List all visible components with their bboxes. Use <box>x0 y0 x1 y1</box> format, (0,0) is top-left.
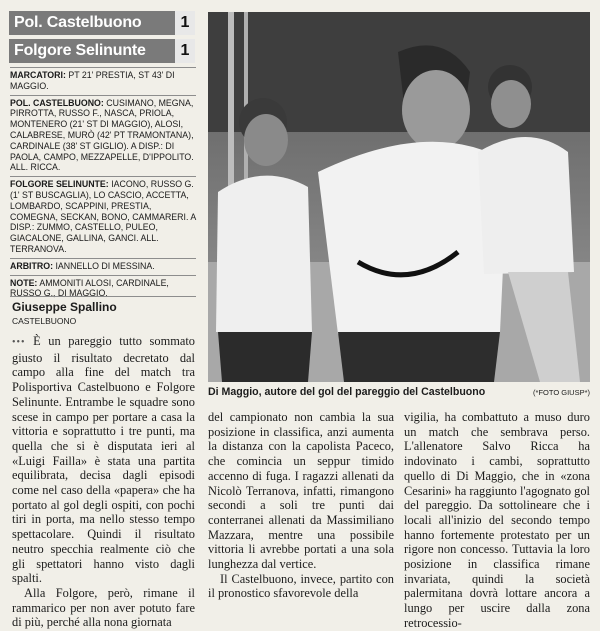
away-lineup-label: FOLGORE SELINUNTE: <box>10 179 109 190</box>
away-lineup-text: IACONO, RUSSO G. (1' ST BUSCAGLIA), LO CASCIO, ACCETTA, LOMBARDO, SCAPPINI, PRESTIA, COMEGNA, SECKAN, BONO, CAMMARERI. A DISP.: ZUMMO, CASTELLO, PULEO, GIACALONE, GALLINA, GANCI. ALL. TERRANOVA. <box>10 179 196 254</box>
notes-text: AMMONITI ALOSI, CARDINALE, RUSSO G., DI MAGGIO. <box>10 277 169 299</box>
byline-city: CASTELBUONO <box>12 316 77 326</box>
notes-entry <box>10 275 196 303</box>
home-lineup-label: POL. CASTELBUONO: <box>10 97 104 108</box>
match-photo-image <box>208 12 590 382</box>
photo-caption-block <box>208 386 590 398</box>
lead-marker: ••• <box>12 337 26 348</box>
scorers-entry <box>10 67 196 95</box>
article-column-1 <box>12 334 195 630</box>
article-paragraph: vigilia, ha combattuto a muso duro un match che sembrava perso. L'allenatore Salvo Ricca ha indovinato i cambi, soprattutto quello di Di Maggio, che in «zona Cesarini» ha raggiunto l'agognato gol del pareggio. Da sottolineare che i locali all'inizio del secondo tempo hanno fortemente protestato per un rigore non concesso. Tuttavia la loro posizione in classifica rimane invariata, quindi la società palermitana dovrà lottare ancora a lungo per uscire dalla zona retrocessio- <box>404 410 590 630</box>
article-paragraph <box>12 334 195 586</box>
photo-caption: Di Maggio, autore del gol del pareggio del Castelbuono <box>208 386 486 398</box>
match-photo <box>208 12 590 382</box>
article-column-2 <box>208 410 394 612</box>
article-paragraph: Il Castelbuono, invece, partito con il pronostico sfavorevole della <box>208 571 394 601</box>
photo-credit: (*FOTO GIUSP*) <box>533 388 590 397</box>
scorers-label: MARCATORI: <box>10 70 66 80</box>
byline-divider <box>10 296 196 297</box>
away-lineup-entry <box>10 176 196 258</box>
home-lineup-text: CUSIMANO, MEGNA, PIRROTTA, RUSSO F., NASCA, PRIOLA, MONTENERO (21' ST DI MAGGIO), ALOSI, CALABRESE, MURÒ (42' PT TRAMONTANA), CARDINALE (38' ST GIGLIO). A DISP.: DI PAOLA, CAMPO, MEZZAPELLE, D'IPPOLITO. ALL. RICCA. <box>10 97 194 173</box>
home-goals: 1 <box>175 11 195 35</box>
article-column-3 <box>404 410 590 630</box>
notes-label: NOTE: <box>10 277 38 288</box>
home-lineup-entry <box>10 95 196 177</box>
match-details <box>10 67 196 302</box>
article-paragraph: del campionato non cambia la sua posizione in classifica, anzi aumenta la distanza con la capolista Paceco, che comincia un seppur timido accenno di fuga. I ragazzi allenati da Nicolò Terranova, infatti, rimangono secondi a soli tre punti dai conterranei allenati da Massimiliano Mazzara, mentre una possibile vittoria li avrebbe portati a una sola lunghezza dal vertice. <box>208 410 394 572</box>
away-team-name: Folgore Selinunte <box>14 42 146 59</box>
away-score-row <box>9 39 195 63</box>
away-goals: 1 <box>175 39 195 63</box>
article-paragraph: Alla Folgore, però, rimane il rammarico per non aver potuto fare di più, perché alla nona giornata <box>12 585 195 630</box>
referee-entry <box>10 258 196 275</box>
article-paragraph-text: È un pareggio tutto sommato giusto il risultato decretato dal campo alla fine del match tra Polisportiva Castelbuono e Folgore Selinunte. Entrambe le squadre sono scese in campo per portare a casa la vittoria e soprattutto i tre punti, ma quella che si è disputata ieri al «Luigi Failla» è stata una partita equilibrata, decisa dagli episodi come nel caso della «papera» che ha portato al gol degli ospiti, con pochi tiri in porta, ma nello stesso tempo spettacolare. Quindi il risultato neutro specchia realmente ciò che gli spettatori hanno visto dagli spalti. <box>12 334 195 586</box>
home-team-name: Pol. Castelbuono <box>14 14 142 31</box>
scorers-text: PT 21' PRESTIA, ST 43' DI MAGGIO. <box>10 70 175 91</box>
home-score-row <box>9 11 195 35</box>
referee-label: ARBITRO: <box>10 260 54 271</box>
byline-author: Giuseppe Spallino <box>12 300 117 314</box>
referee-text: IANNELLO DI MESSINA. <box>55 260 155 271</box>
